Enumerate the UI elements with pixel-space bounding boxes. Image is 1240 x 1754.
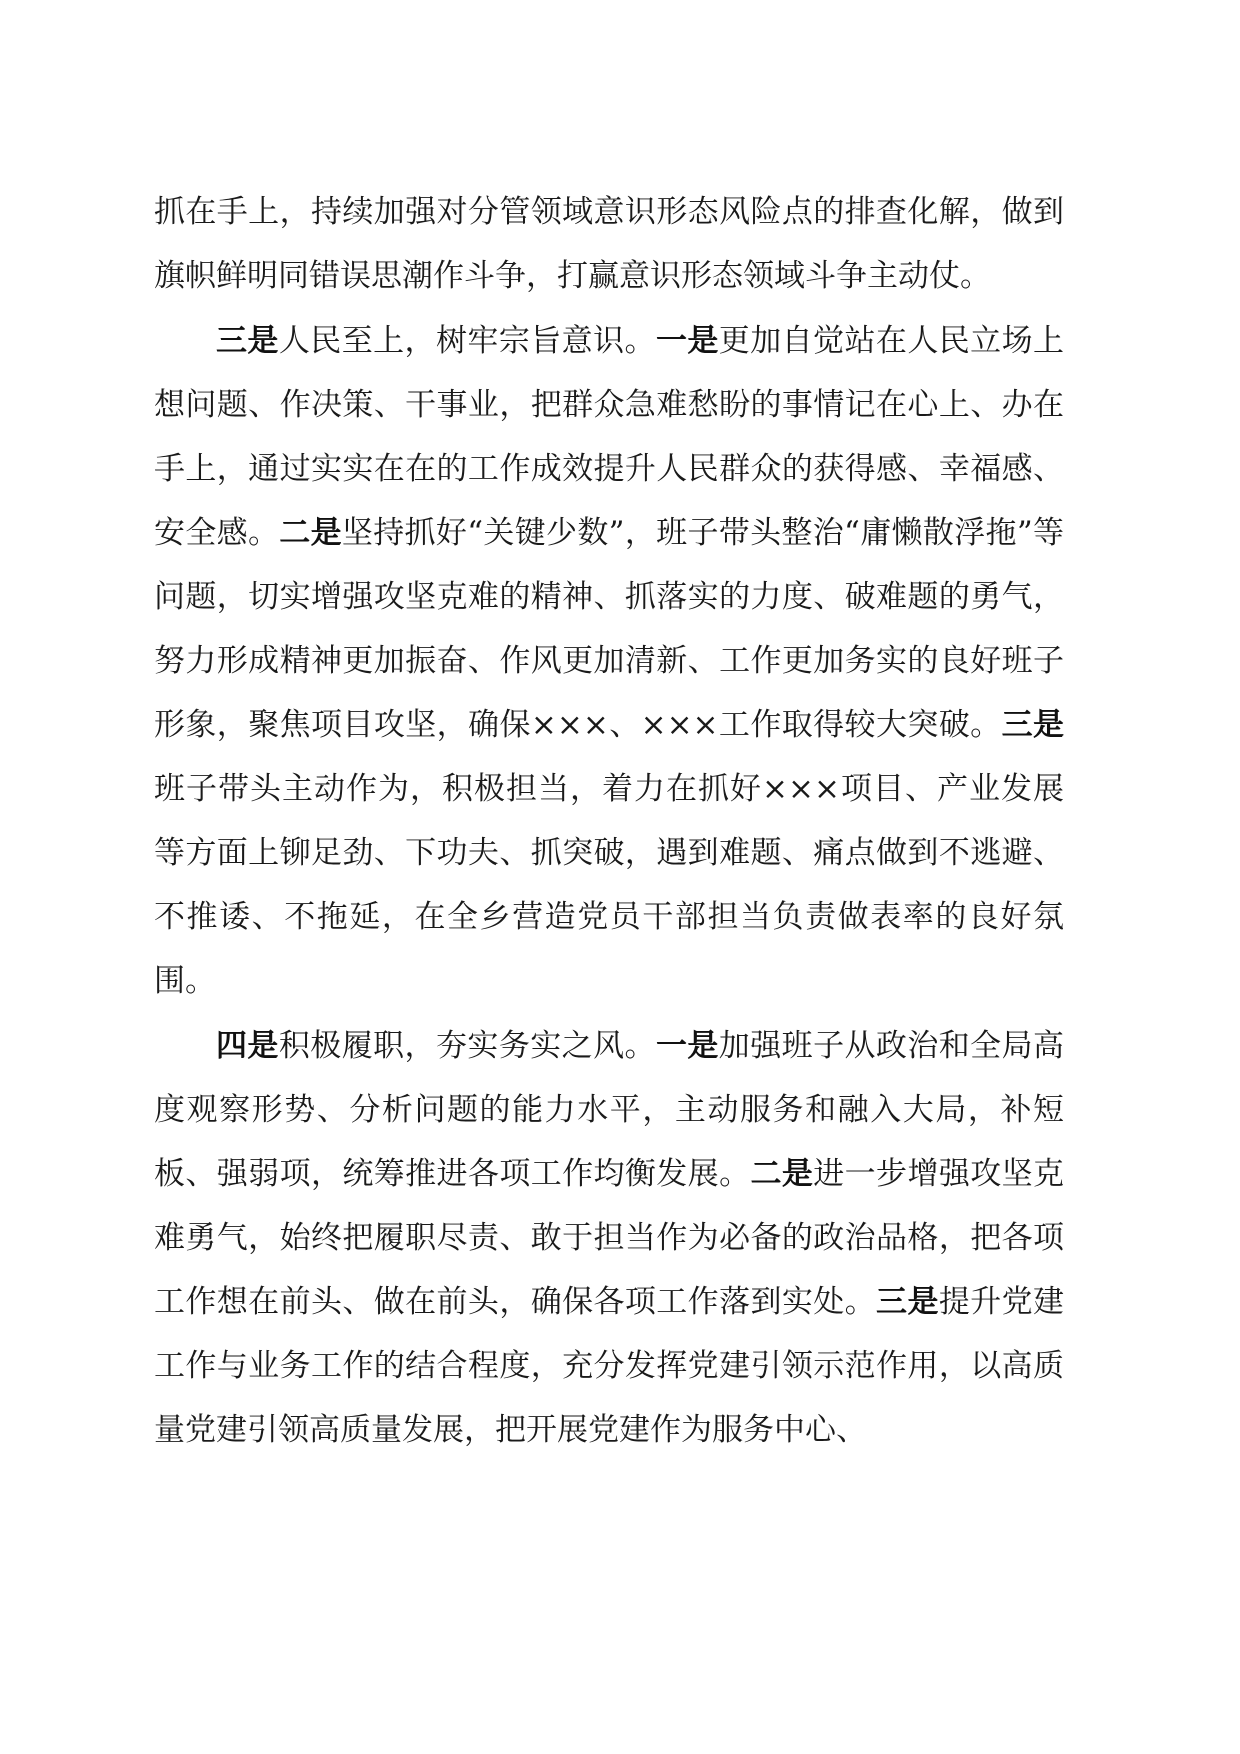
paragraph-text: 抓在手上，持续加强对分管领域意识形态风险点的排查化解，做到旗帜鲜明同错误思潮作斗争，打赢意识形态领域斗争主动仗。 [154, 194, 1064, 294]
bold-keyword: 一是 [655, 323, 719, 359]
bold-keyword: 一是 [655, 1028, 719, 1064]
paragraph-text: 积极履职，夯实务实之风。 [278, 1028, 656, 1064]
paragraph-text: 人民至上，树牢宗旨意识。 [278, 323, 656, 359]
bold-keyword: 三是 [216, 323, 279, 359]
paragraph-3 [154, 1014, 1064, 1462]
paragraph-text: 坚持抓好“关键少数”，班子带头整治“庸懒散浮拖”等问题，切实增强攻坚克难的精神、抓落实的力度、破难题的勇气，努力形成精神更加振奋、作风更加清新、工作更加务实的良好班子形象，聚焦项目攻坚，确保×××、×××工作取得较大突破。 [154, 515, 1064, 743]
document-body [154, 180, 1064, 1462]
paragraph-2 [154, 309, 1064, 1013]
bold-keyword: 三是 [876, 1284, 939, 1320]
bold-keyword: 二是 [750, 1156, 814, 1192]
bold-keyword: 二是 [279, 515, 342, 551]
bold-keyword: 四是 [216, 1028, 279, 1064]
paragraph-text: 加强班子从政治和全局高度观察形势、分析问题的能力水平，主动服务和融入大局，补短板、强弱项，统筹推进各项工作均衡发展。 [154, 1028, 1065, 1192]
paragraph-1 [154, 180, 1064, 308]
paragraph-text: 更加自觉站在人民立场上想问题、作决策、干事业，把群众急难愁盼的事情记在心上、办在手上，通过实实在在的工作成效提升人民群众的获得感、幸福感、安全感。 [154, 323, 1065, 551]
paragraph-text: 班子带头主动作为，积极担当，着力在抓好×××项目、产业发展等方面上铆足劲、下功夫、抓突破，遇到难题、痛点做到不逃避、不推诿、不拖延，在全乡营造党员干部担当负责做表率的良好氛围。 [154, 771, 1064, 999]
bold-keyword: 三是 [1001, 707, 1064, 743]
paragraph-text: 提升党建工作与业务工作的结合程度，充分发挥党建引领示范作用，以高质量党建引领高质量发展，把开展党建作为服务中心、 [154, 1284, 1065, 1448]
paragraph-text: 进一步增强攻坚克难勇气，始终把履职尽责、敢于担当作为必备的政治品格，把各项工作想在前头、做在前头，确保各项工作落到实处。 [154, 1156, 1065, 1320]
